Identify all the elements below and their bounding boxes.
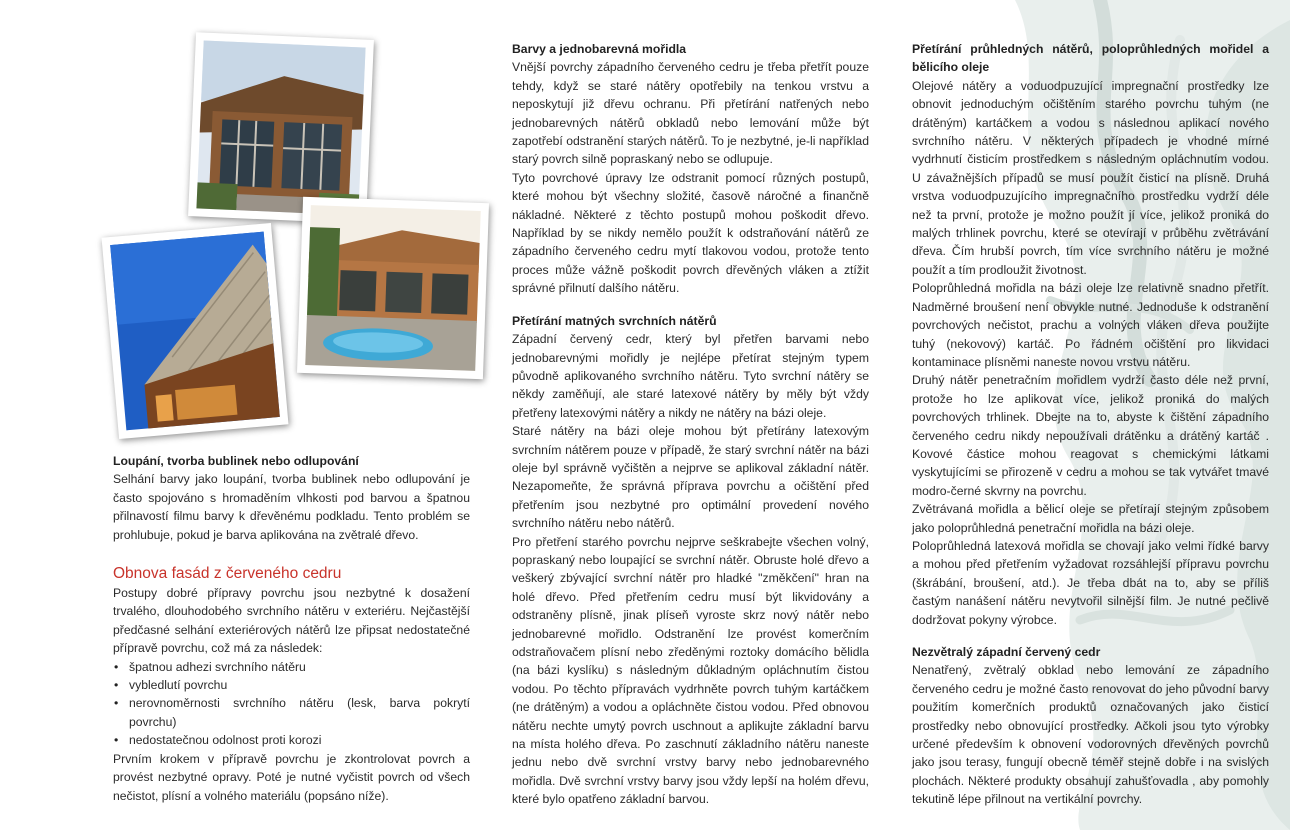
paragraph: Pro přetření starého povrchu nejprve seškrabejte všechen volný, popraskaný nebo loupající se svrchní nátěr. Obruste holé dřevo a veškerý zbývající svrchní nátěr pro hladké "změkčení" hran na holé dřevo. Před přetřením cedru musí být likvidovány a odstraněny plísně, jinak plíseň vyroste skrz nový nátěr nebo jednobarevné mořidlo. Odstranění lze provést komerčním odstraňovačem plísní nebo zředěnými roztoky domácího bělidla (na bázi kyslíku) s následným důkladným opláchnutím čistou vodou. Po těchto přípravách vydrhněte povrch tuhým kartáčkem (ne drátěným) a vodou a opláchněte čistou vodou. Před obnovou nátěru nechte umytý povrch uschnout a aplikujte základní barvu na místa holého dřeva. Po zaschnutí základního nátěru naneste jednu nebo dvě svrchní vrstvy barvy nebo jednobarevného mořidla. Dvě svrchní vrstvy barvy jsou vždy lepší na holém dřevu, které bylo opatřeno základní barvou.: [512, 534, 869, 807]
paragraph: Západní červený cedr, který byl přetřen barvami nebo jednobarevnými mořidly je nejlépe přetírat stejným typem původně aplikovaného svrchního nátěru. Tyto svrchní nátěry se někdy zaměňují, ale staré latexové nátěry by měly být vždy přetřeny latexovými nátěry a nikdy ne nátěry na bázi oleje.: [512, 332, 869, 420]
list-item: • nedostatečnou odolnost proti korozi: [113, 731, 470, 749]
paragraph: Vnější povrchy západního červeného cedru je třeba přetřít pouze tehdy, když se staré nátěry opotřebily na tenkou vrstvu a neposkytují již dřevu ochranu. Při přetírání natřených nebo jednobarevných nátěrů obkladů nebo lemování může být zapotřebí odstranění starých nátěrů. To je nezbytné, je-li například starý povrch silně popraskaný nebo se odlupuje.: [512, 60, 869, 167]
paragraph: Nenatřený, zvětralý obklad nebo lemování ze západního červeného cedru je možné často renovovat do jeho původní barvy použitím komerčních produktů označovaných jako čisticí prostředky nebo obnovující prostředky. Ačkoli jsou tyto výrobky určené především k obnovení vodorovných dřevěných povrchů jako jsou terasy, fungují obecně téměř stejně dobře i na svislých plochách. Některé produkty obsahují zahušťovadla , aby pomohly tekutině lépe přilnout na vertikální povrchy.: [912, 663, 1269, 807]
paragraph: Poloprůhledná mořidla na bázi oleje lze relativně snadno přetřít. Nadměrné broušení není obvykle nutné. Jednoduše k odstranění povrchových nečistot, prachu a volných vláken dřeva použijte tuhý (nekovový) kartáč. Po řádném očištění pro likvidaci kontaminace plísněmi naneste novou vrstvu nátěru.: [912, 281, 1269, 369]
paragraph: Poloprůhledná latexová mořidla se chovají jako velmi řídké barvy a mohou před přetřením vyžadovat rozsáhlejší přípravu povrchu (škrábání, broušení, atd.). Je třeba dbát na to, aby se příliš častým nanášení nátěru nevytvořil silnější film. Je nutné pečlivě dodržovat pokyny výrobce.: [912, 538, 1269, 627]
photo-cedar-facade: [102, 223, 289, 439]
paragraph: Olejové nátěry a voduodpuzující impregnační prostředky lze obnovit jednoduchým očištěním starého povrchu tuhým (ne drátěným) kartáčkem a vodou s následnou aplikací nového svrchního nátěru. V některých případech je vhodné mírné vydrhnutí čisticím prostředkem s následným opláchnutím vodou. U závažnějších případů se musí použít čisticí na plísně. Druhá vrstva voduodpuzujícího impregnačního prostředku vydrží déle než ta první, protože je možno použít jí více, jelikož proniká do malých trhlinek povrchu, které se otevírají v průběhu zvětrávání dřeva. Čím hrubší povrch, tím více svrchního nátěru je možné použít a tím prodloužit životnost.: [912, 78, 1269, 277]
list-item: • vybledlutí povrchu: [113, 676, 470, 694]
paragraph: Selhání barvy jako loupání, tvorba bublinek nebo odlupování je často spojováno s hromaděním vlhkosti pod barvou a špatnou přilnavostí filmu barvy k dřevěnému podkladu. Tento problém se prohlubuje, pokud je barva aplikována na zvětralé dřevo.: [113, 472, 470, 542]
paragraph: Prvním krokem v přípravě povrchu je zkontrolovat povrch a provést nezbytné opravy. Poté je nutné vyčistit povrch od všech nečistot, plísní a volného materiálu (popsáno níže).: [113, 751, 470, 803]
paragraph: Postupy dobré přípravy povrchu jsou nezbytné k dosažení trvalého, dlouhodobého svrchního nátěru v exteriéru. Nejčastější předčasné selhání exteriérových nátěrů lze připsat nedostatečné přípravě povrchu, což má za následek:: [113, 586, 470, 656]
section-heading: Přetírání matných svrchních nátěrů: [512, 313, 717, 328]
paragraph: Staré nátěry na bázi oleje mohou být přetírány latexovým svrchním nátěrem pouze v případě, že starý svrchní nátěr na bázi oleje byl správně vyčištěn a nejprve se aplikoval základní nátěr. Nezapomeňte, že správná příprava povrchu a očištění před přetřením jsou nezbytné pro optimální provedení nového svrchního nátěru nebo nátěrů.: [512, 424, 869, 531]
list-item: • nerovnoměrnosti svrchního nátěru (lesk, barva pokrytí povrchu): [113, 694, 470, 731]
photo-house-pool: [297, 197, 489, 379]
bullet-list: [113, 658, 470, 750]
section-heading: Nezvětralý západní červený cedr: [912, 645, 1101, 659]
column-left: [113, 452, 470, 805]
column-middle: [512, 40, 869, 809]
section-heading: Barvy a jednobarevná mořidla: [512, 42, 687, 56]
column-right: [912, 40, 1269, 809]
list-item: • špatnou adhezi svrchního nátěru: [113, 658, 470, 676]
paragraph: Zvětrávaná mořidla a bělicí oleje se přetírají stejným způsobem jako poloprůhledná penetrační mořidla na bázi oleje.: [912, 502, 1269, 535]
section-title: Obnova fasád z červeného cedru: [113, 565, 342, 583]
paragraph: Druhý nátěr penetračním mořidlem vydrží často déle než první, protože ho lze aplikovat více, jelikož proniká do malých povrchových trhlinek. Dbejte na to, abyste k čištění západního červeného cedru nikdy nepoužívali drátěnku a drátěný kartáč . Kovové částice mohou reagovat s chemickými látkami vyskytujícími se přirozeně v cedru a mohou se tak vytvářet tmavé modro-černé skvrny na povrchu.: [912, 373, 1269, 498]
photo-house-windows: [188, 32, 374, 224]
paragraph: Tyto povrchové úpravy lze odstranit pomocí různých postupů, které mohou být všechny složité, časově náročné a finančně nákladné. Některé z těchto postupů mohou poškodit dřevo. Například by se nikdy nemělo použít k odstraňování nátěrů ze západního červeného cedru mytí tlakovou vodou, protože tento proces může vážně poškodit povrch dřevěných vláken a ztížit správné přilnutí dalšího nátěru.: [512, 170, 869, 296]
section-heading: Loupání, tvorba bublinek nebo odlupování: [113, 454, 359, 468]
section-heading: Přetírání průhledných nátěrů, poloprůhledných mořidel a bělicího oleje: [912, 42, 1269, 75]
